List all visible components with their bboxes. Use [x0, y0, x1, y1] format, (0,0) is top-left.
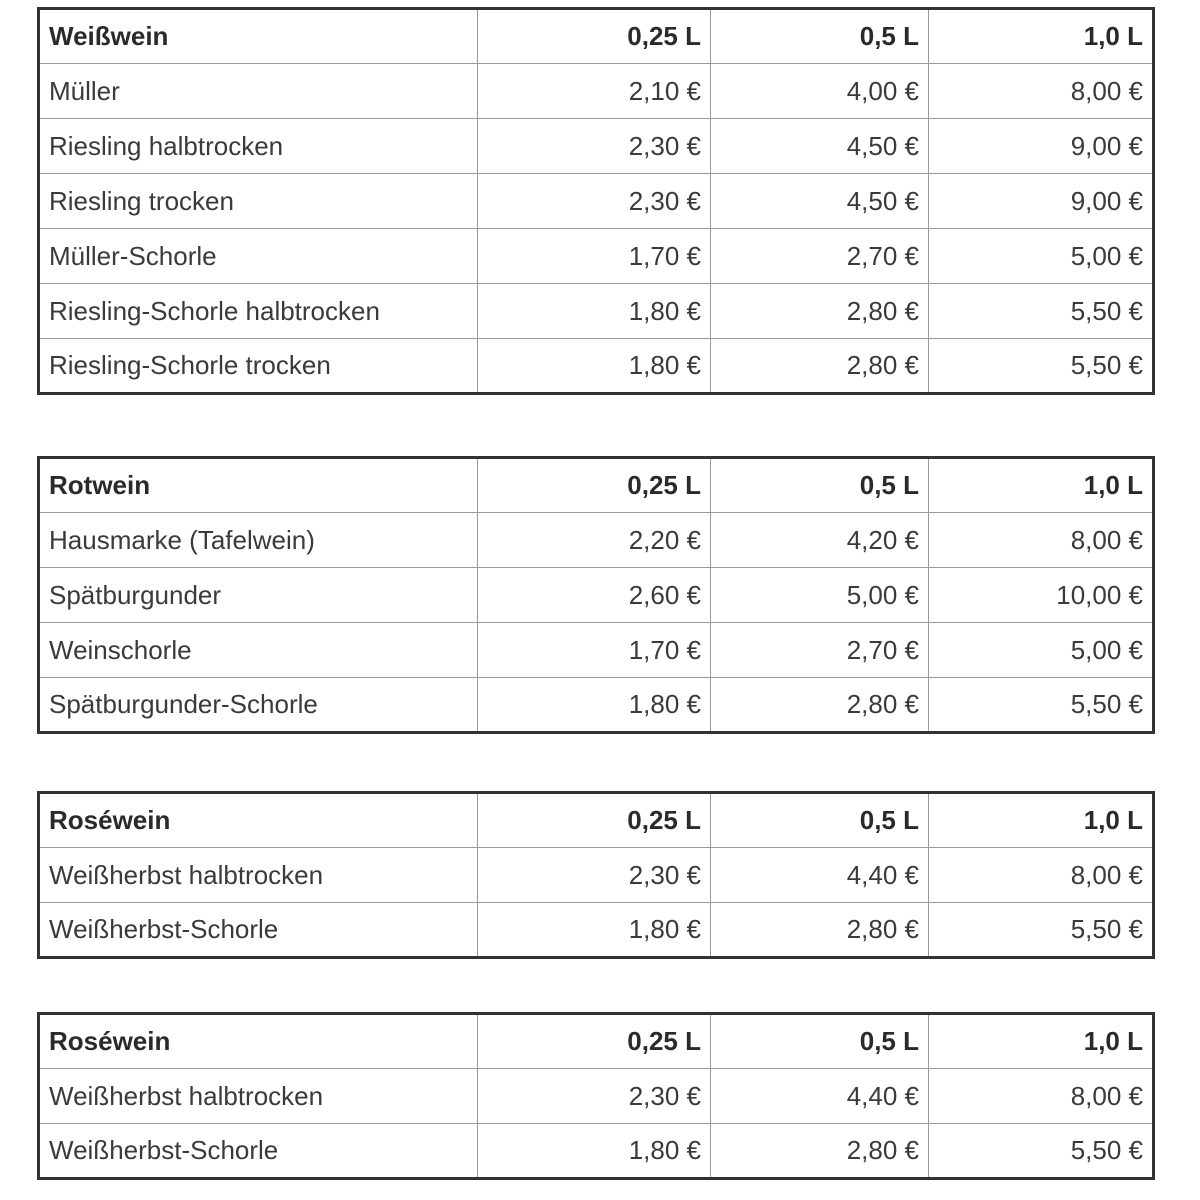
- price-05: 4,00 €: [711, 64, 929, 119]
- wine-name: Riesling trocken: [39, 174, 478, 229]
- table-row: [39, 903, 1154, 958]
- size-heading-05: 0,5 L: [711, 1014, 929, 1069]
- wine-name: Weißherbst-Schorle: [39, 1124, 478, 1179]
- table-header-row: [39, 793, 1154, 848]
- wine-name: Weißherbst halbtrocken: [39, 1069, 478, 1124]
- size-heading-05: 0,5 L: [711, 9, 929, 64]
- table-row: [39, 339, 1154, 394]
- price-10: 5,50 €: [929, 284, 1154, 339]
- price-10: 8,00 €: [929, 64, 1154, 119]
- table-row: [39, 229, 1154, 284]
- size-heading-10: 1,0 L: [929, 793, 1154, 848]
- price-10: 5,50 €: [929, 1124, 1154, 1179]
- category-heading: Roséwein: [39, 1014, 478, 1069]
- category-heading: Roséwein: [39, 793, 478, 848]
- table-row: [39, 678, 1154, 733]
- size-heading-025: 0,25 L: [478, 1014, 711, 1069]
- price-05: 2,80 €: [711, 903, 929, 958]
- table-row: [39, 64, 1154, 119]
- price-025: 1,80 €: [478, 339, 711, 394]
- size-heading-025: 0,25 L: [478, 793, 711, 848]
- table-row: [39, 284, 1154, 339]
- price-05: 4,50 €: [711, 174, 929, 229]
- price-table-rosewein: [37, 791, 1155, 959]
- price-10: 8,00 €: [929, 1069, 1154, 1124]
- wine-name: Riesling-Schorle trocken: [39, 339, 478, 394]
- price-10: 9,00 €: [929, 174, 1154, 229]
- price-10: 9,00 €: [929, 119, 1154, 174]
- table-row: [39, 513, 1154, 568]
- price-05: 4,40 €: [711, 848, 929, 903]
- price-10: 5,50 €: [929, 678, 1154, 733]
- price-10: 5,00 €: [929, 229, 1154, 284]
- table-row: [39, 119, 1154, 174]
- category-heading: Weißwein: [39, 9, 478, 64]
- table-header-row: [39, 458, 1154, 513]
- price-05: 4,50 €: [711, 119, 929, 174]
- price-025: 1,70 €: [478, 229, 711, 284]
- wine-name: Spätburgunder: [39, 568, 478, 623]
- price-025: 2,20 €: [478, 513, 711, 568]
- price-05: 5,00 €: [711, 568, 929, 623]
- price-025: 1,80 €: [478, 903, 711, 958]
- table-row: [39, 1069, 1154, 1124]
- price-025: 1,70 €: [478, 623, 711, 678]
- price-05: 2,80 €: [711, 284, 929, 339]
- price-table-weisswein: [37, 7, 1155, 395]
- price-05: 2,80 €: [711, 339, 929, 394]
- price-025: 2,30 €: [478, 848, 711, 903]
- price-025: 2,10 €: [478, 64, 711, 119]
- price-05: 4,20 €: [711, 513, 929, 568]
- price-025: 1,80 €: [478, 678, 711, 733]
- table-row: [39, 848, 1154, 903]
- price-05: 2,70 €: [711, 623, 929, 678]
- table-row: [39, 1124, 1154, 1179]
- price-025: 2,30 €: [478, 119, 711, 174]
- price-table-rotwein: [37, 456, 1155, 734]
- price-10: 5,50 €: [929, 903, 1154, 958]
- table-header-row: [39, 9, 1154, 64]
- price-025: 2,60 €: [478, 568, 711, 623]
- table-header-row: [39, 1014, 1154, 1069]
- price-10: 8,00 €: [929, 848, 1154, 903]
- wine-name: Hausmarke (Tafelwein): [39, 513, 478, 568]
- wine-name: Weißherbst-Schorle: [39, 903, 478, 958]
- size-heading-10: 1,0 L: [929, 1014, 1154, 1069]
- category-heading: Rotwein: [39, 458, 478, 513]
- price-05: 2,80 €: [711, 678, 929, 733]
- size-heading-025: 0,25 L: [478, 9, 711, 64]
- size-heading-05: 0,5 L: [711, 458, 929, 513]
- price-10: 5,00 €: [929, 623, 1154, 678]
- price-10: 10,00 €: [929, 568, 1154, 623]
- size-heading-10: 1,0 L: [929, 458, 1154, 513]
- size-heading-10: 1,0 L: [929, 9, 1154, 64]
- price-05: 2,70 €: [711, 229, 929, 284]
- price-025: 1,80 €: [478, 1124, 711, 1179]
- table-row: [39, 568, 1154, 623]
- price-025: 2,30 €: [478, 174, 711, 229]
- wine-name: Müller: [39, 64, 478, 119]
- wine-name: Weißherbst halbtrocken: [39, 848, 478, 903]
- price-025: 1,80 €: [478, 284, 711, 339]
- price-05: 2,80 €: [711, 1124, 929, 1179]
- table-row: [39, 174, 1154, 229]
- price-025: 2,30 €: [478, 1069, 711, 1124]
- price-10: 5,50 €: [929, 339, 1154, 394]
- wine-name: Weinschorle: [39, 623, 478, 678]
- wine-name: Riesling halbtrocken: [39, 119, 478, 174]
- size-heading-025: 0,25 L: [478, 458, 711, 513]
- table-row: [39, 623, 1154, 678]
- size-heading-05: 0,5 L: [711, 793, 929, 848]
- wine-name: Müller-Schorle: [39, 229, 478, 284]
- price-table-rosewein-2: [37, 1012, 1155, 1180]
- wine-name: Riesling-Schorle halbtrocken: [39, 284, 478, 339]
- price-05: 4,40 €: [711, 1069, 929, 1124]
- wine-name: Spätburgunder-Schorle: [39, 678, 478, 733]
- price-10: 8,00 €: [929, 513, 1154, 568]
